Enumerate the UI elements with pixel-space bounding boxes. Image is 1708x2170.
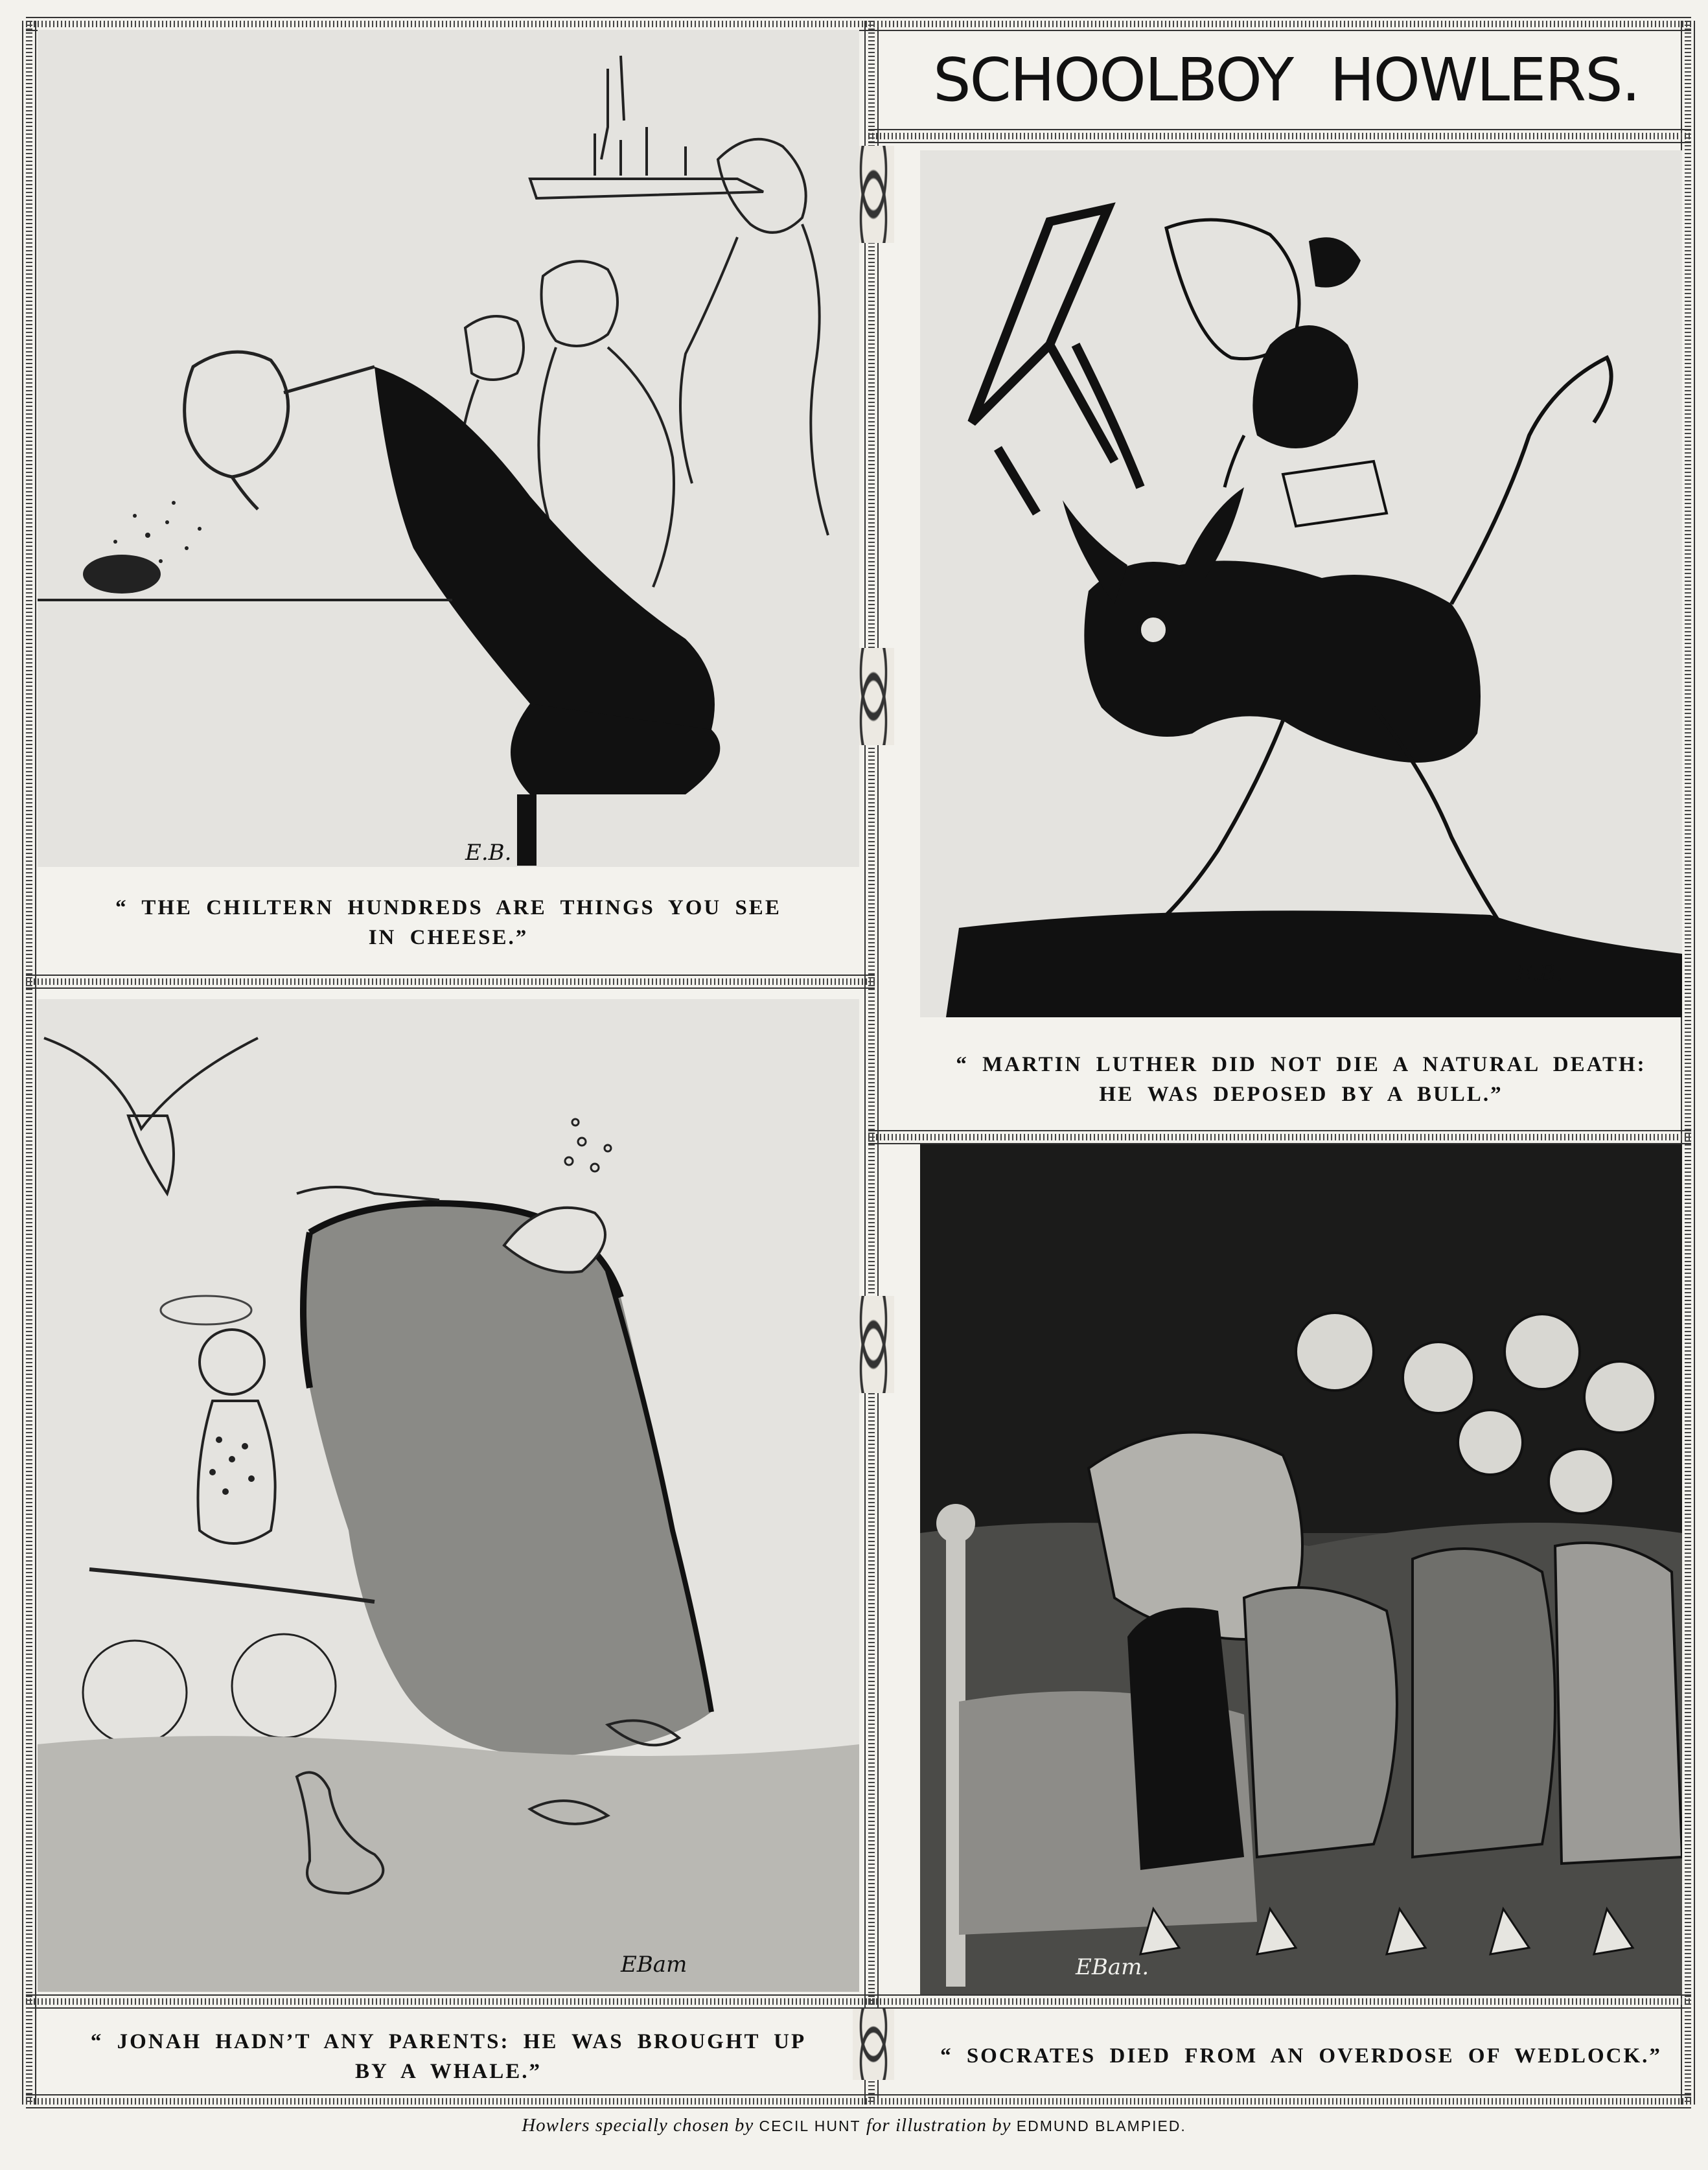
- cartoon-illustration: [38, 30, 859, 867]
- credit-prefix: Howlers specially chosen by: [522, 2115, 754, 2136]
- signature: EBam.: [1076, 1954, 1149, 1980]
- page-title: SCHOOLBOY HOWLERS.: [933, 45, 1639, 115]
- credit-illustrator: EDMUND BLAMPIED.: [1016, 2118, 1186, 2134]
- cartoon-jonah: [38, 999, 859, 1992]
- title-rule: [868, 133, 1691, 139]
- caption-jonah: [38, 2027, 859, 2086]
- caption-line: BY A WHALE.”: [355, 2060, 542, 2083]
- cartoon-illustration: [920, 1144, 1682, 1996]
- caption-line: “ JONAH HADN’T ANY PARENTS: HE WAS BROUGHT UP: [90, 2030, 807, 2053]
- bottom-border: [26, 2098, 1691, 2105]
- cartoon-socrates: [920, 1144, 1682, 1996]
- right-border: [1685, 21, 1691, 2105]
- caption-socrates: [920, 2041, 1682, 2071]
- credit-compiler: CECIL HUNT: [759, 2118, 861, 2134]
- credit-middle: for illustration by: [866, 2115, 1011, 2136]
- cartoon-martin-luther: [920, 150, 1682, 1017]
- caption-line: “ THE CHILTERN HUNDREDS ARE THINGS YOU SEE: [115, 896, 781, 919]
- cartoon-illustration: [38, 999, 859, 1992]
- right-mid-rule: [868, 1134, 1691, 1140]
- signature: EBam: [621, 1952, 687, 1978]
- cartoon-chiltern-hundreds: [38, 30, 859, 867]
- credit-line: [0, 2115, 1708, 2136]
- caption-luther: [920, 1050, 1682, 1109]
- signature: E.B.: [1516, 960, 1563, 986]
- left-mid-rule: [26, 978, 875, 985]
- left-border: [26, 21, 32, 2105]
- top-border: [26, 21, 1691, 27]
- center-divider: [868, 21, 875, 2105]
- caption-line: “ SOCRATES DIED FROM AN OVERDOSE OF WEDLOCK.”: [940, 2044, 1662, 2068]
- caption-line: “ MARTIN LUTHER DID NOT DIE A NATURAL DEATH:: [956, 1053, 1646, 1076]
- right-lower-rule: [868, 1998, 1691, 2005]
- caption-line: HE WAS DEPOSED BY A BULL.”: [1099, 1083, 1503, 1106]
- left-lower-rule: [26, 1998, 875, 2005]
- caption-line: IN CHEESE.”: [368, 926, 529, 949]
- signature: E.B.: [465, 840, 512, 866]
- cartoon-illustration: [920, 150, 1682, 1017]
- caption-chiltern: [38, 893, 859, 952]
